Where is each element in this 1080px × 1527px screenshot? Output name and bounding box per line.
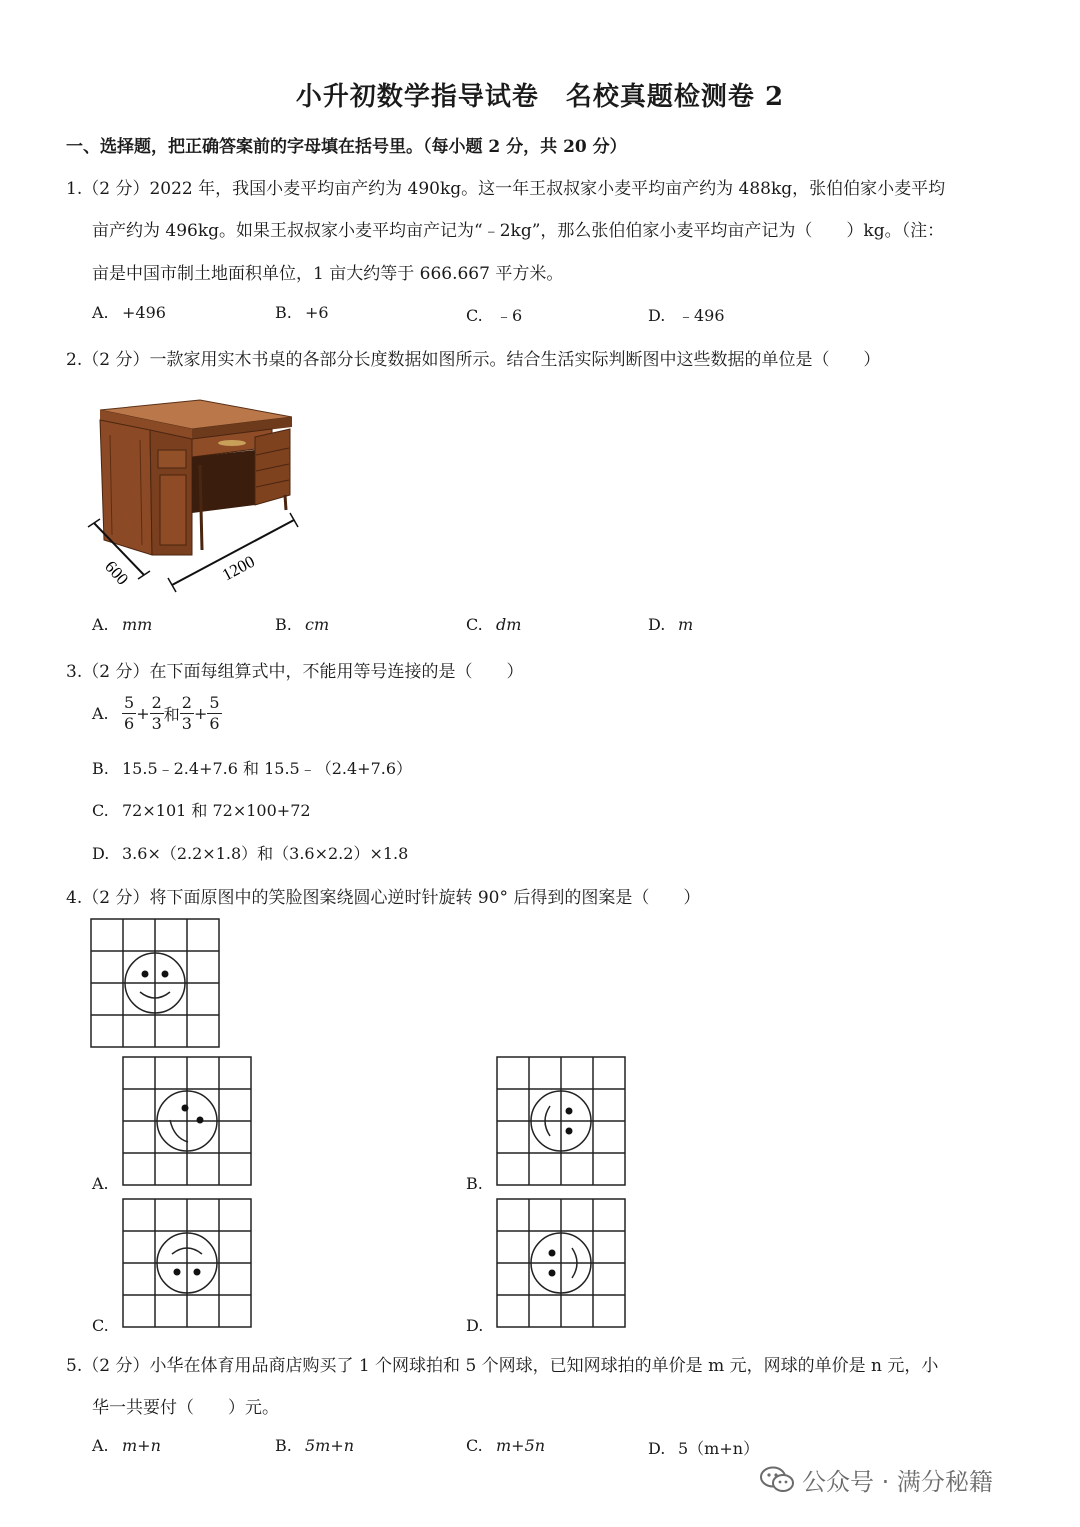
- watermark-text: 公众号 · 满分秘籍: [802, 1468, 993, 1496]
- q2-option-a[interactable]: [92, 615, 152, 634]
- q1-line-1: 1.（2 分）2022 年，我国小麦平均亩产约为 490kg。这一年王叔叔家小麦平均亩产约为 488kg，张伯伯家小麦平均: [66, 179, 946, 199]
- width-dimension-label: 1200: [218, 551, 258, 585]
- q5-option-c[interactable]: [466, 1436, 545, 1455]
- q2-option-c[interactable]: [466, 615, 521, 634]
- q2-option-b[interactable]: [275, 615, 329, 634]
- q4-line-1: 4.（2 分）将下面原图中的笑脸图案绕圆心逆时针旋转 90° 后得到的图案是（ ）: [66, 888, 701, 908]
- option-label: C.: [92, 801, 109, 820]
- option-label: A.: [92, 1436, 109, 1455]
- numerator: 2: [181, 693, 192, 712]
- option-label: A.: [92, 704, 109, 723]
- wechat-icon: [760, 1466, 794, 1500]
- grid-lines: [123, 1199, 251, 1327]
- q3-option-a[interactable]: [92, 693, 222, 734]
- q1-option-d[interactable]: [648, 303, 725, 326]
- option-d-grid[interactable]: [496, 1198, 626, 1328]
- option-text: mm: [122, 615, 153, 634]
- q2-line-1: 2.（2 分）一款家用实木书桌的各部分长度数据如图所示。结合生活实际判断图中这些数据的单位是（ ）: [66, 350, 881, 370]
- option-label: D.: [92, 844, 110, 863]
- option-label: B.: [275, 615, 292, 634]
- option-text: m+n: [122, 1436, 161, 1455]
- q4-option-c-label: C.: [92, 1316, 109, 1335]
- and-word: 和: [163, 705, 180, 724]
- q1-option-b[interactable]: [275, 303, 329, 322]
- q2-option-d[interactable]: [648, 615, 693, 634]
- option-text: 72×101 和 72×100+72: [122, 801, 311, 820]
- fraction: [122, 693, 136, 734]
- fraction: [180, 693, 194, 734]
- q4-option-a-label: A.: [92, 1174, 109, 1193]
- grid-lines: [91, 919, 219, 1047]
- option-text: cm: [305, 615, 330, 634]
- q3-option-d[interactable]: [92, 841, 408, 864]
- option-text: m+5n: [496, 1436, 546, 1455]
- option-label: D.: [648, 1439, 666, 1458]
- q5-line-2: 华一共要付（ ）元。: [92, 1398, 279, 1418]
- option-label: B.: [92, 759, 109, 778]
- option-c-grid[interactable]: [122, 1198, 252, 1328]
- option-label: B.: [275, 303, 292, 322]
- denominator: 6: [209, 714, 220, 733]
- q5-option-d[interactable]: [648, 1436, 759, 1459]
- option-a-grid[interactable]: [122, 1056, 252, 1186]
- q4-option-b-label: B.: [466, 1174, 483, 1193]
- option-text: 5m+n: [305, 1436, 355, 1455]
- option-text: 5（m+n）: [678, 1439, 760, 1458]
- option-label: A.: [92, 615, 109, 634]
- denominator: 3: [151, 714, 162, 733]
- option-text: +6: [305, 303, 329, 322]
- depth-dimension-label: 600: [101, 556, 133, 589]
- original-smiley-grid: [90, 918, 220, 1048]
- denominator: 3: [181, 714, 192, 733]
- option-text: m: [678, 615, 694, 634]
- fraction: [150, 693, 164, 734]
- denominator: 6: [124, 714, 135, 733]
- plus-sign: +: [193, 704, 208, 723]
- option-label: D.: [648, 615, 666, 634]
- grid-lines: [497, 1199, 625, 1327]
- option-text: ﹣496: [678, 306, 725, 325]
- q5-option-b[interactable]: [275, 1436, 354, 1455]
- option-text: ﹣6: [496, 306, 523, 325]
- option-text: 15.5﹣2.4+7.6 和 15.5﹣（2.4+7.6）: [122, 759, 413, 778]
- option-label: C.: [466, 1436, 483, 1455]
- section-heading: 一、选择题，把正确答案前的字母填在括号里。（每小题 2 分，共 20 分）: [66, 137, 627, 157]
- plus-sign: +: [136, 704, 150, 723]
- option-label: C.: [466, 615, 483, 634]
- option-text: dm: [496, 615, 522, 634]
- option-text: 3.6×（2.2×1.8）和（3.6×2.2）×1.8: [122, 844, 409, 863]
- desk-figure: [80, 395, 310, 595]
- option-label: B.: [275, 1436, 292, 1455]
- option-label: A.: [92, 303, 109, 322]
- q3-line-1: 3.（2 分）在下面每组算式中，不能用等号连接的是（ ）: [66, 662, 524, 682]
- q1-line-3: 亩是中国市制土地面积单位，1 亩大约等于 666.667 平方米。: [92, 264, 564, 284]
- numerator: 2: [151, 693, 162, 712]
- option-text: +496: [122, 303, 166, 322]
- fraction: [207, 693, 221, 734]
- q4-option-d-label: D.: [466, 1316, 484, 1335]
- page-title: 小升初数学指导试卷 名校真题检测卷 2: [295, 82, 785, 112]
- q1-option-c[interactable]: [466, 303, 522, 326]
- numerator: 5: [124, 693, 135, 712]
- q3-option-b[interactable]: [92, 756, 412, 779]
- option-b-grid[interactable]: [496, 1056, 626, 1186]
- option-label: D.: [648, 306, 666, 325]
- desk-illustration: [100, 400, 292, 555]
- numerator: 5: [209, 693, 220, 712]
- q1-line-2: 亩产约为 496kg。如果王叔叔家小麦平均亩产记为“﹣2kg”，那么张伯伯家小麦平均亩产记为（ ）kg。（注：: [92, 221, 945, 241]
- grid-lines: [123, 1057, 251, 1185]
- watermark: [760, 1462, 993, 1500]
- q1-option-a[interactable]: [92, 303, 166, 322]
- grid-lines: [497, 1057, 625, 1185]
- q5-option-a[interactable]: [92, 1436, 161, 1455]
- q5-line-1: 5.（2 分）小华在体育用品商店购买了 1 个网球拍和 5 个网球，已知网球拍的单价是 m 元，网球的单价是 n 元，小: [66, 1356, 939, 1376]
- q3-option-c[interactable]: [92, 798, 311, 821]
- option-label: C.: [466, 306, 483, 325]
